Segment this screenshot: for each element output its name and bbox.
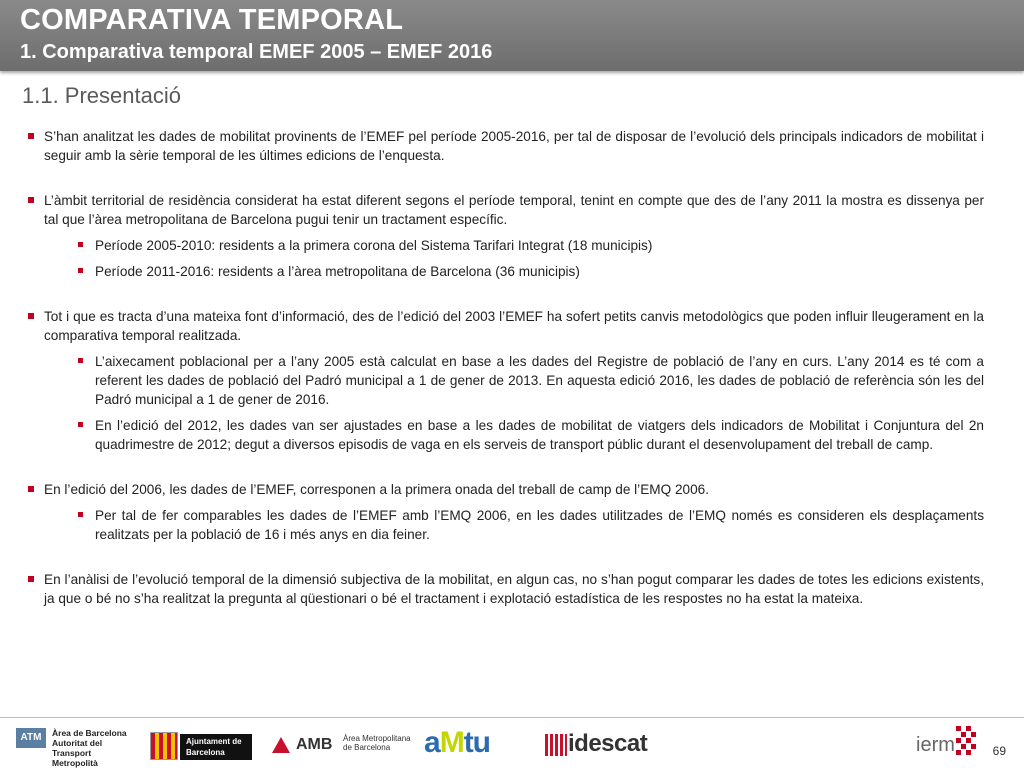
atm-logo: ATM — [16, 728, 46, 748]
amb-logo-text: Àrea Metropolitana de Barcelona — [343, 734, 411, 752]
bullet-text: Tot i que es tracta d’una mateixa font d’informació, des de l’edició del 2003 l’EMEF ha sofert petits canvis metodològics que poden influir lleugerament en la comparativa temporal realitzada. — [44, 309, 984, 343]
sub-bullet-item — [24, 416, 984, 454]
page-title: COMPARATIVA TEMPORAL — [20, 4, 404, 36]
bullet-text: Període 2005-2010: residents a la primera corona del Sistema Tarifari Integrat (18 municipis) — [95, 238, 653, 253]
bullet-text: L’aixecament poblacional per a l’any 2005 està calculat en base a les dades del Registre de població de l’any en curs. L’any 2014 es té com a referent les dades de població del Padró municipal a 1 de gener de 2013. En aquesta edició 2016, les dades de població de referència són les del Padró municipal a 1 de gener de 2016. — [95, 354, 984, 407]
bullet-text: S’han analitzat les dades de mobilitat provinents de l’EMEF pel període 2005-2016, per tal de disposar de l’evolució dels principals indicadors de mobilitat i seguir amb la sèrie temporal de les últimes edicions de l’enquesta. — [44, 129, 984, 163]
bullet-square-icon — [78, 268, 83, 273]
section-title: 1.1. Presentació — [22, 83, 181, 108]
bullet-text: En l’edició del 2006, les dades de l’EMEF, corresponen a la primera onada del treball de camp de l’EMQ 2006. — [44, 482, 709, 497]
ajuntament-shield-icon — [150, 732, 178, 760]
bullet-list — [24, 127, 984, 608]
bullet-square-icon — [28, 313, 34, 319]
atm-logo-text: Àrea de Barcelona Autoritat del Transport Metropolità — [52, 728, 127, 768]
sub-bullet-item — [24, 352, 984, 409]
bullet-item — [24, 570, 984, 608]
bullet-text: Període 2011-2016: residents a l’àrea metropolitana de Barcelona (36 municipis) — [95, 264, 580, 279]
header-bar — [0, 0, 1024, 71]
bullet-text: En l’anàlisi de l’evolució temporal de la dimensió subjectiva de la mobilitat, en algun cas, no s’han pogut comparar les dades de totes les edicions existents, ja que o bé no s’ha realitzat la pregunta al qüestionari o bé el tractament i explotació estadística de les respostes no ha estat la mateixa. — [44, 572, 984, 606]
bullet-item — [24, 127, 984, 165]
bullet-text: L’àmbit territorial de residència considerat ha estat diferent segons el període temporal, tenint en compte que des de l’any 2011 la mostra es dissenya per tal que l’àrea metropolitana de Barcelona pugui tenir un tractament específic. — [44, 193, 984, 227]
idescat-mark-icon — [545, 734, 567, 756]
ierm-logo: ierm — [916, 734, 955, 756]
bullet-item — [24, 191, 984, 229]
bullet-square-icon — [78, 242, 83, 247]
bullet-square-icon — [28, 133, 34, 139]
bullet-text: En l’edició del 2012, les dades van ser ajustades en base a les dades de mobilitat de viatgers dels indicadors de Mobilitat i Conjuntura del 2n quadrimestre de 2012; degut a diversos episodis de vaga en els serveis de transport públic durant el desenvolupament del treball de camp. — [95, 418, 984, 452]
amtu-logo: aMtu — [424, 726, 491, 759]
sub-bullet-item — [24, 506, 984, 544]
ajuntament-logo: Ajuntament de Barcelona — [180, 734, 252, 760]
amb-triangle-icon — [272, 737, 290, 753]
ierm-mark-icon — [956, 726, 980, 756]
footer-logos — [0, 720, 1024, 768]
bullet-item — [24, 480, 984, 499]
footer-divider — [0, 717, 1024, 718]
bullet-square-icon — [28, 197, 34, 203]
idescat-logo: idescat — [568, 730, 648, 757]
page-subtitle: 1. Comparativa temporal EMEF 2005 – EMEF 2016 — [20, 41, 493, 63]
sub-bullet-item — [24, 236, 984, 255]
bullet-square-icon — [28, 486, 34, 492]
amb-logo: AMB — [296, 736, 333, 753]
bullet-square-icon — [78, 358, 83, 363]
bullet-square-icon — [78, 422, 83, 427]
bullet-text: Per tal de fer comparables les dades de l’EMEF amb l’EMQ 2006, en les dades utilitzades de l’EMQ només es consideren els desplaçaments realitzats per la població de 16 i més anys en dia feiner. — [95, 508, 984, 542]
bullet-square-icon — [78, 512, 83, 517]
bullet-item — [24, 307, 984, 345]
bullet-square-icon — [28, 576, 34, 582]
page-number: 69 — [992, 744, 1006, 758]
sub-bullet-item — [24, 262, 984, 281]
